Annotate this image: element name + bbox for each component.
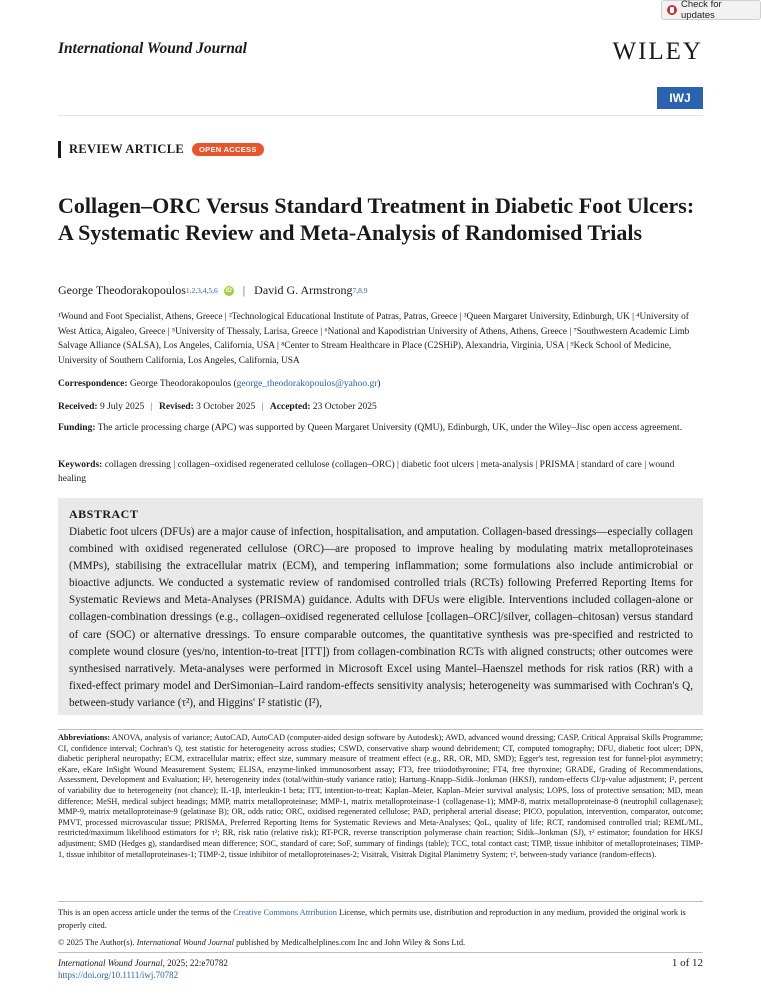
correspondence-email-link[interactable]: george_theodorakopoulos@yahoo.gr — [236, 379, 378, 389]
abbreviations-label: Abbreviations: — [58, 733, 111, 742]
keywords-label: Keywords: — [58, 460, 103, 470]
check-for-updates-button[interactable] — [661, 0, 761, 20]
correspondence-close: ) — [377, 379, 381, 389]
license-text-after: License, which permits use, distribution and reproduction in any medium, provided the original work is properly cited. — [58, 908, 686, 930]
article-type-label: REVIEW ARTICLE — [69, 142, 185, 156]
author-affiliation-refs[interactable]: 7,8,9 — [352, 286, 368, 295]
abbreviations — [58, 729, 703, 860]
accepted-date: 23 October 2025 — [312, 402, 377, 412]
crossmark-icon — [667, 5, 677, 15]
license-text-before: This is an open access article under the terms of the — [58, 908, 234, 917]
header-divider — [58, 115, 703, 116]
footer-citation — [58, 957, 228, 981]
correspondence-label: Correspondence: — [58, 379, 128, 389]
copyright-before: © 2025 The Author(s). — [58, 938, 137, 947]
article-type-bar — [58, 141, 61, 158]
date-separator: | — [261, 402, 264, 412]
author-name[interactable]: George Theodorakopoulos — [58, 283, 186, 297]
check-updates-label: Check for updates — [681, 0, 722, 21]
correspondence-name: George Theodorakopoulos ( — [129, 379, 237, 389]
orcid-icon[interactable]: iD — [225, 286, 232, 294]
received-label: Received: — [58, 402, 98, 412]
license-notice — [58, 901, 703, 949]
author-name[interactable]: David G. Armstrong — [254, 283, 353, 297]
copyright-journal: International Wound Journal — [136, 938, 234, 947]
revised-label: Revised: — [158, 402, 194, 412]
copyright-after: published by Medicalhelplines.com Inc and John Wiley & Sons Ltd. — [233, 938, 466, 947]
author-separator: | — [242, 283, 246, 297]
doi-link[interactable]: https://doi.org/10.1111/iwj.70782 — [58, 970, 179, 980]
page-number: 1 of 12 — [671, 957, 703, 969]
article-dates — [58, 401, 703, 415]
funding-text: The article processing charge (APC) was supported by Queen Margaret University (QMU), Edinburgh, UK, under the Wiley–Jisc open access agreement. — [97, 423, 683, 433]
author-affiliation-refs[interactable]: 1,2,3,4,5,6 — [185, 286, 218, 295]
footer-volume: , 2025; 22:e70782 — [162, 958, 228, 968]
footer-divider — [58, 952, 703, 953]
abstract-heading: ABSTRACT — [69, 507, 139, 521]
abbreviations-text: ANOVA, analysis of variance; AutoCAD, AutoCAD (computer-aided design software by Autodesk); AWD, advanced wound dressing; CASP, Critical Appraisal Skills Programme; CI, confidence interval; Cochran's Q, test statistic for heterogeneity across studies; CSWD, conservative sharp wound debridement; CT, computed tomography; DFU, diabetic foot ulcer; DPN, diabetic peripheral neuropathy; ECM, extracellular matrix; effect size, summary measure of treatment effect (e.g., RR, OR, MD, SMD); Egger's test, regression test for funnel-plot asymmetry; eKare, eKare InSight Wound Measurement System; ELISA, enzyme-linked immunosorbent assay; FT3, free triiodothyronine; FT4, free thyroxine; GRADE, Grading of Recommendations, Assessment, Development and Evaluation; H², heterogeneity index (total/within-study variance ratio); Hartung–Knapp–Sidik–Jonkman (HKSJ), random-effects CI/p-value adjustment; I², percent of variability due to heterogeneity (not chance); IL-1β, interleukin-1 beta; ITT, intention-to-treat; Kaplan–Meier, Kaplan–Meier survival analysis; LOPS, loss of protective sensation; MD, mean difference; MeSH, medical subject headings; MMP, matrix metalloproteinase; MMP-1, matrix metalloproteinase-1 (collagenase-1); MMP-8, matrix metalloproteinase-8 (neutrophil collagenase); MMP-9, matrix metalloproteinase-9 (gelatinase B); OR, odds ratio; ORC, oxidised regenerated cellulose; PAD, peripheral arterial disease; PICO, population, intervention, comparator, outcome; PMVT, processed microvascular tissue; PRISMA, Preferred Reporting Items for Systematic Reviews and Meta-Analyses; QoL, quality of life; RCT, randomised controlled trial; REML/ML, restricted/maximum likelihood estimators for τ²; RR, risk ratio (relative risk); RT-PCR, reverse transcription polymerase chain reaction; Sidik–Jonkman (SJ), τ² estimator; foundation for HKSJ adjustment; SMD (Hedges g), standardised mean difference; SOC, standard of care; SoF, summary of findings (table); TCC, total contact cast; TIMP, tissue inhibitor of metalloproteinases; TIMP-1, tissue inhibitor of metalloproteinases-1; TIMP-2, tissue inhibitor of metalloproteinases-2; Visitrak, Visitrak Digital Planimetry System; τ², between-study variance (random-effects). — [58, 733, 703, 859]
article-title: Collagen–ORC Versus Standard Treatment in Diabetic Foot Ulcers: A Systematic Review and Meta-Analysis of Randomised Trials — [58, 193, 695, 245]
date-separator: | — [150, 402, 153, 412]
abstract-text: Diabetic foot ulcers (DFUs) are a major cause of infection, hospitalisation, and amputation. Collagen-based dressings—especially collagen combined with oxidised regenerated cellulose (ORC)—are proposed to improve healing by modulating matrix metalloproteinases (MMPs), stabilising the extracellular matrix (ECM), and tempering inflammation; some formulations also include antimicrobial or bioactive adjuncts. We conducted a systematic review of randomised controlled trials (RCTs) following Preferred Reporting Items for Systematic Reviews and Meta-Analyses (PRISMA) guidance. Adults with DFUs were eligible. Interventions included collagen-alone or collagen-combination dressings (e.g., collagen–oxidised regenerated cellulose [collagen–ORC]/silver, collagen–chitosan) versus standard of care (SOC) or alternative dressings. To ensure comparable outcomes, the quantitative synthesis was pre-specified and restricted to complete wound closure (yes/no, intention-to-treat [ITT]) from collagen-combination RCTs with aligned constructs; other outcomes were synthesised narratively. Meta-analyses were performed in Microsoft Excel using Mantel–Haenszel methods for risk ratios (RR) with a fixed-effect primary model and DerSimonian–Laird random-effects sensitivity analysis; heterogeneity was summarised with Cochran's Q, between-study variance (τ²), and Higgins' I² statistic (I²), — [69, 526, 693, 709]
journal-name: International Wound Journal — [58, 40, 247, 57]
received-date: 9 July 2025 — [99, 402, 145, 412]
author-list — [58, 283, 367, 298]
publisher-logo: WILEY — [612, 38, 703, 65]
article-type — [58, 141, 264, 158]
keywords — [58, 459, 703, 486]
journal-badge: IWJ — [657, 87, 703, 109]
open-access-badge: OPEN ACCESS — [192, 143, 264, 156]
affiliations: ¹Wound and Foot Specialist, Athens, Greece | ²Technological Educational Institute of Patras, Patras, Greece | ³Queen Margaret University, Edinburgh, UK | ⁴University of West Attica, Aigaleo, Greece | ⁵University of Thessaly, Larisa, Greece | ⁶National and Kapodistrian University of Athens, Athens, Greece | ⁷Southwestern Academic Limb Salvage Alliance (SALSA), Los Angeles, California, USA | ⁸Center to Stream Healthcare in Place (C2SHiP), Alexandria, Virginia, USA | ⁹Keck School of Medicine, University of Southern California, Los Angeles, California, USA — [58, 312, 690, 366]
correspondence — [58, 378, 703, 392]
copyright-line — [58, 936, 703, 949]
funding — [58, 422, 703, 436]
footer-journal: International Wound Journal — [58, 958, 163, 968]
revised-date: 3 October 2025 — [196, 402, 256, 412]
creative-commons-link[interactable]: Creative Commons Attribution — [233, 908, 337, 917]
abstract-box — [58, 498, 703, 715]
accepted-label: Accepted: — [269, 402, 311, 412]
license-text — [58, 906, 703, 932]
funding-label: Funding: — [58, 423, 96, 433]
keywords-text: collagen dressing | collagen–oxidised regenerated cellulose (collagen–ORC) | diabetic foot ulcers | meta-analysis | PRISMA | standard of care | wound healing — [58, 460, 675, 484]
